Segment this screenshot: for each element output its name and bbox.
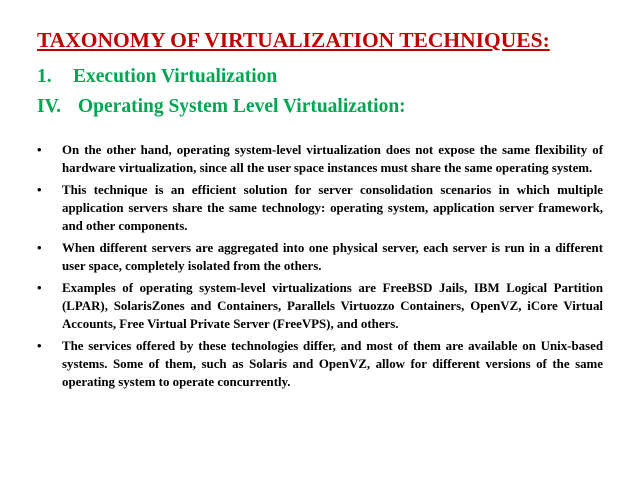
bullet-text: This technique is an efficient solution for server consolidation scenarios in which multiple application servers share the same technology: operating system, application server framework, and other components. (62, 183, 603, 233)
bullet-item (37, 181, 603, 235)
subsection-heading-text: Operating System Level Virtualization: (78, 96, 406, 117)
section-heading-execution-virtualization (37, 65, 277, 89)
slide-title: TAXONOMY OF VIRTUALIZATION TECHNIQUES: (37, 28, 550, 52)
bullet-item (37, 337, 603, 391)
bullet-icon: • (37, 182, 42, 197)
bullet-icon: • (37, 280, 42, 295)
bullet-item (37, 239, 603, 275)
bullet-text: Examples of operating system-level virtualizations are FreeBSD Jails, IBM Logical Partition (LPAR), SolarisZones and Containers, Parallels Virtuozzo Containers, OpenVZ, iCore Virtual Accounts, Free Virtual Private Server (FreeVPS), and others. (62, 281, 603, 331)
bullet-icon: • (37, 142, 42, 157)
bullet-text: The services offered by these technologies differ, and most of them are available on Unix-based systems. Some of them, such as Solaris and OpenVZ, allow for different versions of the same operating system to operate concurrently. (62, 339, 603, 389)
subsection-number: IV. (37, 96, 62, 117)
section-number: 1. (37, 66, 52, 87)
bullet-text: When different servers are aggregated into one physical server, each server is run in a different user space, completely isolated from the others. (62, 241, 603, 273)
subsection-heading-os-level-virtualization (37, 95, 406, 119)
bullet-icon: • (37, 338, 42, 353)
bullet-icon: • (37, 240, 42, 255)
bullet-item (37, 141, 603, 177)
bullet-list (37, 141, 603, 395)
bullet-text: On the other hand, operating system-level virtualization does not expose the same flexibility of hardware virtualization, since all the user space instances must share the same operating system. (62, 143, 603, 175)
section-heading-text: Execution Virtualization (73, 66, 278, 87)
bullet-item (37, 279, 603, 333)
